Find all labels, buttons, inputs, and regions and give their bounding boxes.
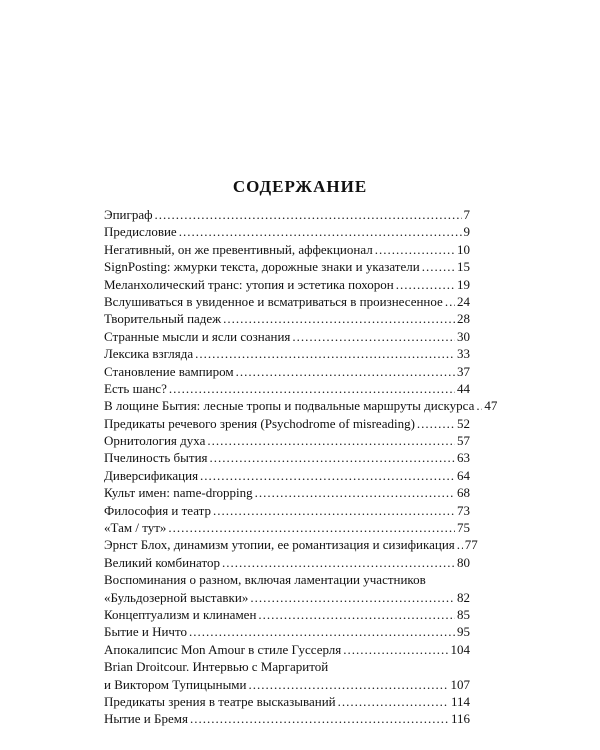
toc-page-number: 57 — [457, 433, 470, 449]
toc-leader-dots — [155, 206, 462, 223]
toc-page-number: 116 — [450, 711, 470, 727]
toc-entry-title: SignPosting: жмурки текста, дорожные знаки и указатели — [104, 259, 420, 275]
toc-page-number: 30 — [457, 328, 470, 344]
toc-entry — [104, 484, 470, 501]
toc-entry-line — [104, 206, 470, 223]
toc-leader-dots — [213, 502, 455, 519]
toc-page-number: 104 — [450, 641, 470, 657]
toc-page-number: 28 — [457, 311, 470, 327]
toc-entry — [104, 710, 470, 727]
toc-entry-line — [104, 310, 470, 327]
toc-entry-title: «Там / тут» — [104, 520, 167, 536]
toc-page-number: 114 — [450, 693, 470, 709]
toc-entry — [104, 623, 470, 640]
toc-entry-title: «Бульдозерной выставки» — [104, 589, 249, 605]
toc-entry-line — [104, 380, 470, 397]
toc-entry — [104, 310, 470, 327]
toc-entry-title: Бытие и Ничто — [104, 624, 187, 640]
toc-entry-title: Воспоминания о разном, включая ламентации участников — [104, 572, 426, 588]
toc-entry-line-continued — [104, 571, 470, 588]
toc-entry — [104, 363, 470, 380]
toc-entry-line — [104, 432, 470, 449]
toc-page-number: 7 — [463, 207, 470, 222]
toc-page-number: 37 — [457, 363, 470, 379]
toc-page-number: 77 — [464, 537, 478, 553]
toc-entry-line — [104, 606, 470, 623]
toc-entry-title: Культ имен: name-dropping — [104, 485, 253, 501]
toc-entry-title: Пчелиность бытия — [104, 450, 208, 466]
toc-entry-line — [104, 415, 470, 432]
toc-entry-line — [104, 710, 470, 727]
toc-page-number: 52 — [457, 415, 470, 431]
toc-entry — [104, 693, 470, 710]
toc-page-number: 80 — [457, 554, 470, 570]
toc-entry — [104, 571, 470, 606]
toc-leader-dots — [210, 449, 455, 466]
toc-entry-title: Вслушиваться в увиденное и всматриваться в произнесенное — [104, 293, 443, 309]
toc-entry-title: Концептуализм и клинамен — [104, 606, 257, 622]
toc-entry — [104, 276, 470, 293]
toc-leader-dots — [223, 310, 455, 327]
toc-leader-dots — [258, 606, 455, 623]
toc-entry-title: Есть шанс? — [104, 380, 167, 396]
toc-entry-line — [104, 449, 470, 466]
page-title: СОДЕРЖАНИЕ — [232, 177, 368, 196]
toc-leader-dots — [195, 345, 455, 362]
toc-entry-title: Становление вампиром — [104, 363, 234, 379]
toc-leader-dots — [200, 467, 455, 484]
toc-entry-title: Лексика взгляда — [104, 346, 194, 362]
toc-entry — [104, 536, 478, 553]
toc-leader-dots — [222, 554, 455, 571]
toc-leader-dots — [169, 380, 455, 397]
toc-entry-line — [104, 363, 470, 380]
toc-leader-dots — [168, 519, 455, 536]
toc-entry-line — [104, 258, 470, 275]
toc-page-number: 33 — [457, 346, 470, 362]
toc-entry-line — [104, 502, 470, 519]
toc-entry-title: Апокалипсис Mon Amour в стиле Гуссерля — [104, 641, 342, 657]
toc-entry — [104, 241, 470, 258]
toc-entry-line — [104, 623, 470, 640]
toc-entry-line — [104, 693, 470, 710]
toc-entry-title: Странные мысли и ясли сознания — [104, 328, 291, 344]
toc-entry-line — [104, 536, 478, 553]
toc-entry-line — [104, 397, 498, 414]
toc-entry-title: Предикаты зрения в театре высказываний — [104, 693, 336, 709]
toc-page-number: 82 — [457, 589, 470, 605]
toc-entry-line — [104, 241, 470, 258]
toc-page-number: 15 — [457, 259, 470, 275]
toc-entry — [104, 432, 470, 449]
toc-entry-line — [104, 554, 470, 571]
toc-page-number: 107 — [450, 676, 470, 692]
toc-entry-line — [104, 223, 470, 240]
toc-entry — [104, 397, 498, 414]
toc-entry — [104, 554, 470, 571]
toc-entry-title: Творительный падеж — [104, 311, 222, 327]
toc-entry — [104, 415, 470, 432]
toc-leader-dots — [207, 432, 455, 449]
toc-entry-title: Эпиграф — [104, 207, 153, 222]
toc-entry — [104, 328, 470, 345]
toc-page-number: 19 — [457, 276, 470, 292]
toc-leader-dots — [457, 536, 463, 553]
toc-page-number: 63 — [457, 450, 470, 466]
toc-page-number: 85 — [457, 606, 470, 622]
toc-entry-title: Диверсификация — [104, 467, 199, 483]
toc-entry-title: Предикаты речевого зрения (Psychodrome of misreading) — [104, 415, 415, 431]
toc-entry-line — [104, 345, 470, 362]
toc-page-number: 95 — [457, 624, 470, 640]
toc-leader-dots — [445, 293, 455, 310]
toc-leader-dots — [396, 276, 455, 293]
toc-page-number: 64 — [457, 467, 470, 483]
toc-entry-line — [104, 641, 470, 658]
toc-entry — [104, 658, 470, 693]
toc-entry-line — [104, 293, 470, 310]
toc-entry — [104, 519, 470, 536]
toc-leader-dots — [422, 258, 455, 275]
toc-entry-title: Нытие и Бремя — [104, 711, 188, 727]
table-of-contents — [104, 206, 498, 728]
toc-leader-dots — [343, 641, 448, 658]
toc-leader-dots — [338, 693, 449, 710]
toc-page-number: 44 — [457, 380, 470, 396]
toc-entry-line — [104, 676, 470, 693]
toc-entry-line — [104, 467, 470, 484]
toc-leader-dots — [189, 623, 455, 640]
toc-entry-title: Brian Droitcour. Интервью с Маргаритой — [104, 659, 329, 675]
toc-entry-line — [104, 484, 470, 501]
toc-entry — [104, 606, 470, 623]
toc-leader-dots — [249, 676, 449, 693]
toc-entry-line — [104, 276, 470, 293]
toc-entry-line — [104, 519, 470, 536]
toc-entry — [104, 223, 470, 240]
toc-entry-title: Великий комбинатор — [104, 554, 220, 570]
toc-leader-dots — [476, 397, 482, 414]
toc-leader-dots — [417, 415, 455, 432]
toc-entry-line — [104, 328, 470, 345]
toc-page-number: 47 — [484, 398, 498, 414]
toc-page-number: 10 — [457, 241, 470, 257]
toc-entry-line — [104, 589, 470, 606]
toc-page-number: 68 — [457, 485, 470, 501]
toc-entry — [104, 345, 470, 362]
toc-leader-dots — [190, 710, 449, 727]
toc-leader-dots — [250, 589, 455, 606]
toc-page-number: 75 — [457, 520, 470, 536]
toc-entry-title: Негативный, он же превентивный, аффекционал — [104, 241, 373, 257]
toc-entry — [104, 467, 470, 484]
toc-entry — [104, 206, 470, 223]
toc-leader-dots — [179, 223, 462, 240]
toc-leader-dots — [255, 484, 455, 501]
toc-entry-title: Философия и театр — [104, 502, 212, 518]
toc-leader-dots — [292, 328, 455, 345]
toc-entry-title: и Виктором Тупицыными — [104, 676, 247, 692]
toc-entry — [104, 258, 470, 275]
toc-entry-title: Эрнст Блох, динамизм утопии, ее романтизация и сизификация — [104, 537, 455, 553]
toc-entry-title: Предисловие — [104, 224, 177, 240]
toc-entry-line-continued — [104, 658, 470, 675]
toc-page-number: 73 — [457, 502, 470, 518]
toc-entry — [104, 449, 470, 466]
toc-entry-title: Орнитология духа — [104, 433, 206, 449]
toc-leader-dots — [236, 363, 455, 380]
toc-page-number: 9 — [463, 224, 470, 240]
toc-page-number: 24 — [457, 293, 470, 309]
toc-entry — [104, 641, 470, 658]
toc-leader-dots — [375, 241, 455, 258]
toc-entry-title: Меланхолический транс: утопия и эстетика похорон — [104, 276, 394, 292]
toc-entry — [104, 380, 470, 397]
toc-entry — [104, 502, 470, 519]
toc-entry-title: В лощине Бытия: лесные тропы и подвальные маршруты дискурса — [104, 398, 475, 414]
toc-entry — [104, 293, 470, 310]
